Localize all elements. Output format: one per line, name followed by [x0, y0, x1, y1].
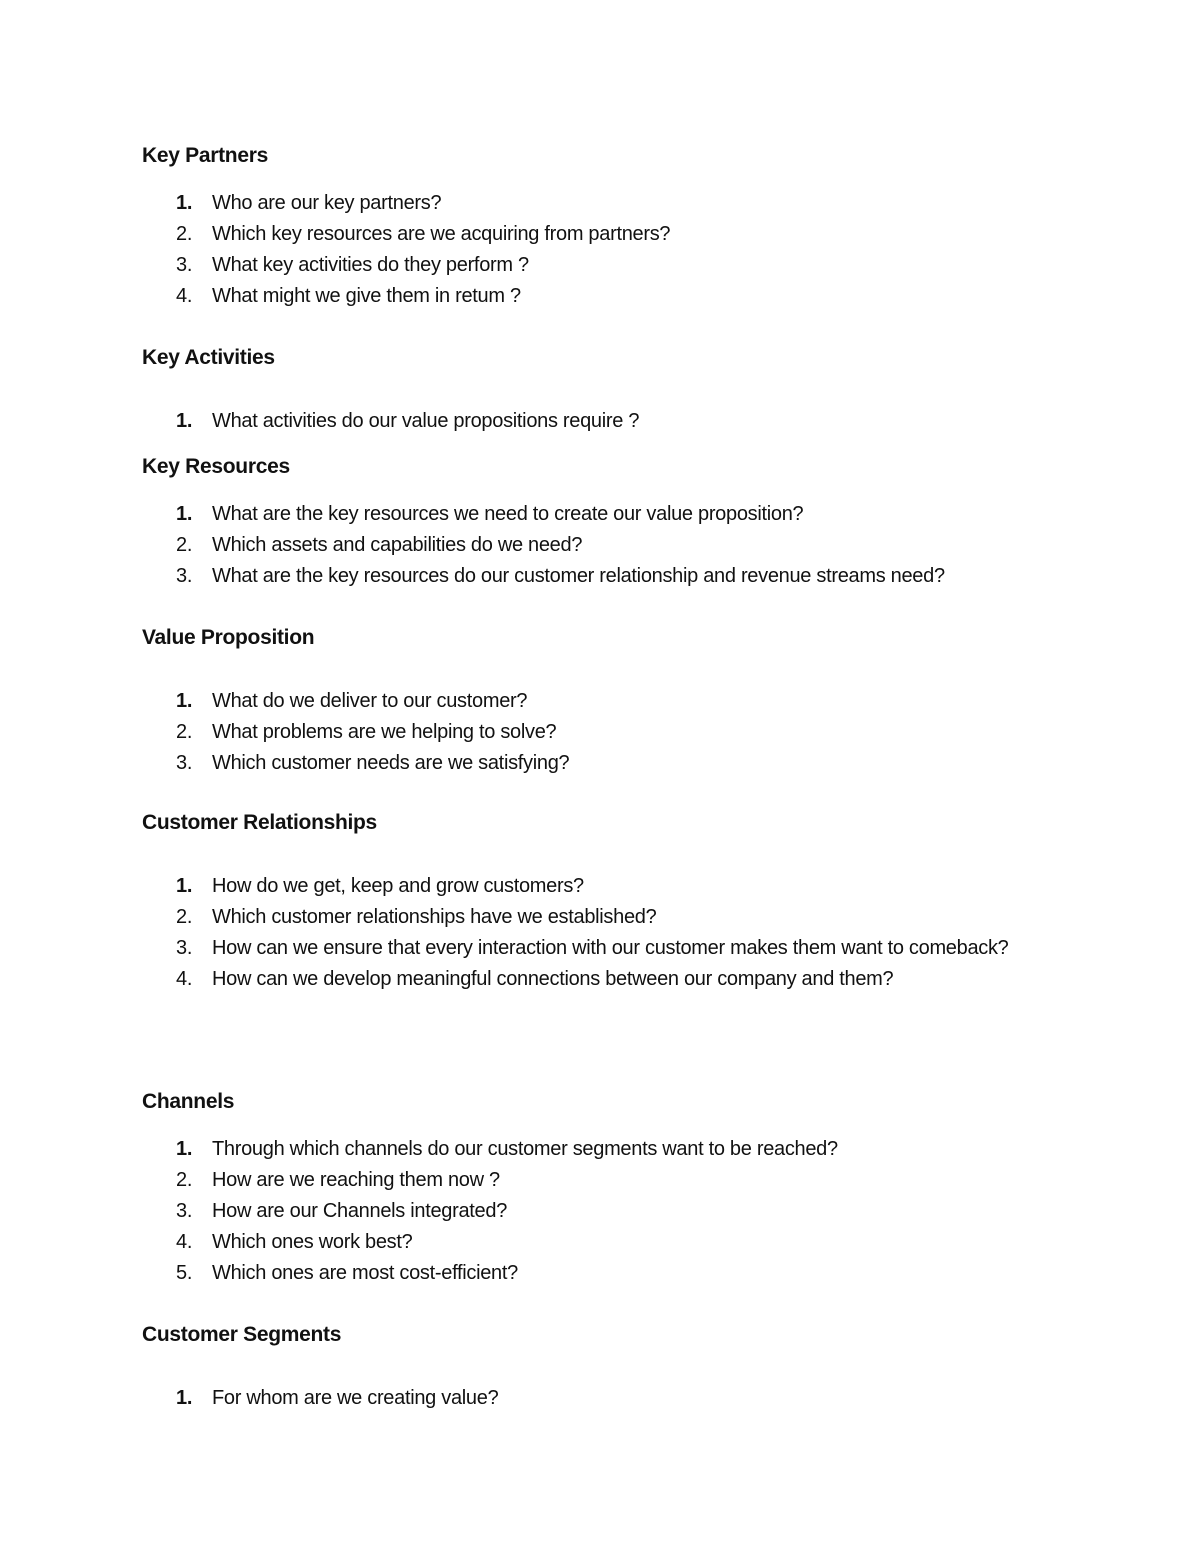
- list-number: 3.: [176, 937, 193, 959]
- section-heading: Key Resources: [142, 455, 290, 478]
- list-item-text: What key activities do they perform ?: [212, 254, 529, 276]
- list-item: [142, 219, 1082, 250]
- section-channels: [142, 1089, 1082, 1289]
- list-item-text: Which key resources are we acquiring from partners?: [212, 223, 671, 245]
- question-list: [142, 406, 1082, 437]
- list-number: 4.: [176, 1231, 193, 1253]
- list-item: [142, 250, 1082, 281]
- list-number: 1.: [176, 1138, 193, 1160]
- list-item-text: How can we ensure that every interaction with our customer makes them want to comeback?: [212, 937, 1009, 959]
- list-item: [142, 188, 1082, 219]
- list-number: 5.: [176, 1262, 193, 1284]
- list-number: 3.: [176, 752, 193, 774]
- list-number: 4.: [176, 968, 193, 990]
- list-item-text: What do we deliver to our customer?: [212, 690, 528, 712]
- list-number: 2.: [176, 1169, 193, 1191]
- list-number: 3.: [176, 254, 193, 276]
- question-list: [142, 871, 1082, 995]
- list-item: [142, 964, 1082, 995]
- section-customer-segments: [142, 1322, 1082, 1414]
- section-heading: Customer Relationships: [142, 811, 377, 834]
- list-item: [142, 281, 1082, 312]
- list-item: [142, 406, 1082, 437]
- section-customer-relationships: [142, 810, 1082, 995]
- question-list: [142, 1383, 1082, 1414]
- question-list: [142, 188, 1082, 312]
- list-item: [142, 1258, 1082, 1289]
- list-number: 1.: [176, 410, 193, 432]
- list-item: [142, 561, 1082, 592]
- list-number: 1.: [176, 690, 193, 712]
- list-item: [142, 1196, 1082, 1227]
- list-item: [142, 530, 1082, 561]
- list-item-text: What are the key resources we need to create our value proposition?: [212, 503, 804, 525]
- list-item-text: Which assets and capabilities do we need?: [212, 534, 583, 556]
- question-list: [142, 1134, 1082, 1289]
- list-number: 2.: [176, 721, 193, 743]
- list-item: [142, 686, 1082, 717]
- section-heading: Key Partners: [142, 144, 268, 167]
- list-number: 3.: [176, 1200, 193, 1222]
- list-number: 2.: [176, 534, 193, 556]
- list-item-text: What might we give them in retum ?: [212, 285, 521, 307]
- list-number: 3.: [176, 565, 193, 587]
- section-key-partners: [142, 143, 1082, 312]
- list-item-text: Which customer relationships have we established?: [212, 906, 657, 928]
- list-number: 1.: [176, 192, 193, 214]
- list-number: 1.: [176, 503, 193, 525]
- list-item: [142, 1134, 1082, 1165]
- list-item-text: What activities do our value propositions require ?: [212, 410, 640, 432]
- list-item-text: Through which channels do our customer segments want to be reached?: [212, 1138, 838, 1160]
- question-list: [142, 686, 1082, 779]
- list-item: [142, 933, 1082, 964]
- section-heading: Key Activities: [142, 346, 275, 369]
- section-key-resources: [142, 454, 1082, 592]
- section-heading: Customer Segments: [142, 1323, 342, 1346]
- list-item-text: How do we get, keep and grow customers?: [212, 875, 584, 897]
- list-item: [142, 1165, 1082, 1196]
- list-number: 4.: [176, 285, 193, 307]
- list-item-text: What are the key resources do our customer relationship and revenue streams need?: [212, 565, 945, 587]
- list-number: 1.: [176, 875, 193, 897]
- list-item-text: How are we reaching them now ?: [212, 1169, 500, 1191]
- section-value-proposition: [142, 625, 1082, 779]
- list-item: [142, 499, 1082, 530]
- list-item: [142, 871, 1082, 902]
- list-item-text: Which customer needs are we satisfying?: [212, 752, 570, 774]
- list-item-text: What problems are we helping to solve?: [212, 721, 557, 743]
- list-item-text: Which ones are most cost-efficient?: [212, 1262, 518, 1284]
- list-item: [142, 1383, 1082, 1414]
- list-number: 2.: [176, 223, 193, 245]
- list-item: [142, 902, 1082, 933]
- list-number: 2.: [176, 906, 193, 928]
- section-key-activities: [142, 345, 1082, 437]
- list-item-text: How are our Channels integrated?: [212, 1200, 508, 1222]
- list-number: 1.: [176, 1387, 193, 1409]
- list-item: [142, 717, 1082, 748]
- list-item-text: For whom are we creating value?: [212, 1387, 499, 1409]
- list-item: [142, 1227, 1082, 1258]
- list-item-text: How can we develop meaningful connections between our company and them?: [212, 968, 894, 990]
- section-heading: Channels: [142, 1090, 235, 1113]
- question-list: [142, 499, 1082, 592]
- list-item-text: Which ones work best?: [212, 1231, 413, 1253]
- section-heading: Value Proposition: [142, 626, 315, 649]
- list-item: [142, 748, 1082, 779]
- list-item-text: Who are our key partners?: [212, 192, 442, 214]
